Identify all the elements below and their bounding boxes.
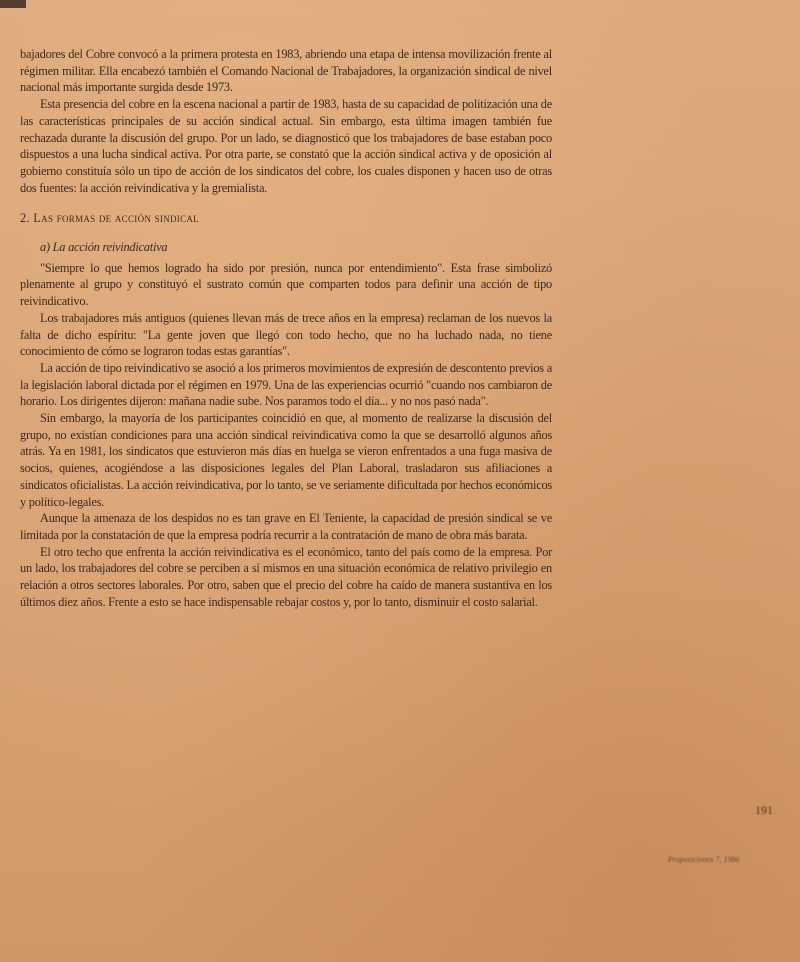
subsection-heading: a) La acción reivindicativa xyxy=(40,240,168,255)
paragraph: Esta presencia del cobre en la escena nacional a partir de 1983, hasta de su capacidad de politización una de las características principales de su acción sindical actual. Sin embargo, esta última imagen también fue rechazada durante la discusión del grupo. Por un lado, se diagnosticó que los trabajadores de base estaban poco dispuestos a una lucha sindical activa. Por otra parte, se constató que la acción sindical activa y de oposición al gobierno constituía sólo un tipo de acción de los sindicatos del cobre, los cuales disponen y hacen uso de otras dos fuentes: la acción reivindicativa y la gremialista. xyxy=(20,97,552,195)
paragraph: La acción de tipo reivindicativo se asoció a los primeros movimientos de expresión de descontento previos a la legislación laboral dictada por el régimen en 1979. Una de las experiencias ocurrió "cuando nos cambiaron de horario. Los dirigentes dijeron: mañana nadie sube. Nos paramos todo el día... y no nos pasó nada". xyxy=(20,360,552,409)
page-number: 191 xyxy=(755,803,773,817)
paragraph: bajadores del Cobre convocó a la primera protesta en 1983, abriendo una etapa de intensa movilización frente al régimen militar. Ella encabezó también el Comando Nacional de Trabajadores, la organización sindical de nivel nacional más importante surgida desde 1973. xyxy=(20,47,552,95)
paragraph: Los trabajadores más antiguos (quienes llevan más de trece años en la empresa) reclaman de los nuevos la falta de dicho espíritu: "La gente joven que llegó con todo hecho, que no ha luchado nada, no tiene conocimiento de cómo se lograron todas estas garantías". xyxy=(20,310,552,359)
footer-note: Proposiciones 7, 1986 xyxy=(668,855,740,864)
paragraph: "Siempre lo que hemos logrado ha sido por presión, nunca por entendimiento". Esta frase simbolizó plenamente al grupo y constituyó el sustrato común que comparten todos para definir una acción de tipo reivindicativo. xyxy=(20,260,552,309)
paragraph: Aunque la amenaza de los despidos no es tan grave en El Teniente, la capacidad de presión sindical se ve limitada por la constatación de que la empresa podría recurrir a la contratación de mano de obra más barata. xyxy=(20,511,552,542)
paragraph: El otro techo que enfrenta la acción reivindicativa es el económico, tanto del país como de la empresa. Por un lado, los trabajadores del cobre se perciben a sí mismos en una situación económica de relativo privilegio en relación a otros sectores laborales. Por otro, saben que el precio del cobre ha caído de manera sustantiva en los últimos diez años. Frente a esto se hace indispensable rebajar costos y, por lo tanto, disminuir el costo salarial. xyxy=(20,544,552,609)
body-text xyxy=(20,46,552,611)
paragraph: Sin embargo, la mayoría de los participantes coincidió en que, al momento de realizarse la discusión del grupo, no existían condiciones para una acción sindical reivindicativa como la que se desarrolló algunos años atrás. Ya en 1981, los sindicatos que estuvieron más días en huelga se vieron enfrentados a una fuga masiva de socios, quienes, acogiéndose a las disposiciones legales del Plan Laboral, trasladaron sus afiliaciones a sindicatos oficialistas. La acción reivindicativa, por lo tanto, se ve seriamente dificultada por hechos económicos y político-legales. xyxy=(20,411,552,509)
section-heading: 2. Las formas de acción sindical xyxy=(20,211,199,226)
scan-corner-mark xyxy=(0,0,26,8)
